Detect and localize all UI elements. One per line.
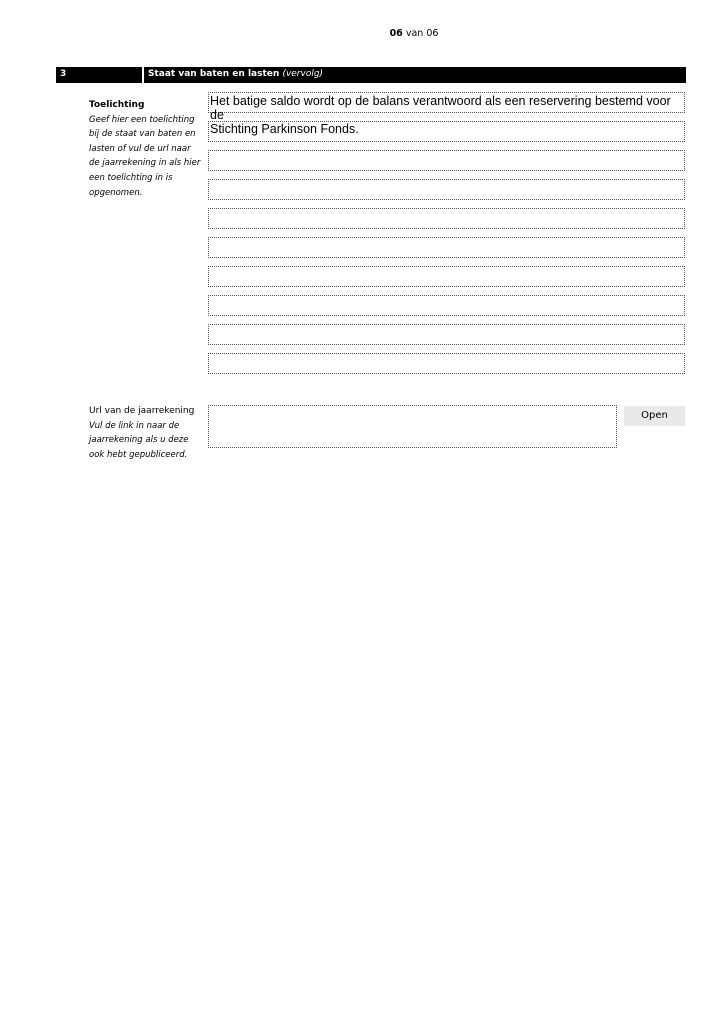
toelichting-text-line: Stichting Parkinson Fonds. <box>210 122 359 136</box>
section-divider <box>142 67 144 83</box>
url-help-line: ook hebt gepubliceerd. <box>89 449 188 460</box>
toelichting-help-line: de jaarrekening in als hier <box>89 158 201 169</box>
url-help-line: jaarrekening als u deze <box>89 435 189 446</box>
toelichting-help-line: bij de staat van baten en <box>89 129 196 140</box>
toelichting-label: Toelichting <box>89 100 145 110</box>
url-label: Url van de jaarrekening <box>89 406 195 416</box>
toelichting-line[interactable] <box>208 237 685 258</box>
section-title-text: Staat van baten en lasten <box>148 69 280 79</box>
toelichting-text[interactable] <box>210 94 686 136</box>
section-header <box>56 67 686 83</box>
toelichting-line[interactable] <box>208 295 685 316</box>
toelichting-line[interactable] <box>208 324 685 345</box>
section-title <box>148 69 323 79</box>
section-subtitle: (vervolg) <box>282 69 324 79</box>
url-label-block <box>89 404 201 462</box>
toelichting-text-line: Het batige saldo wordt op de balans verantwoord als een reservering bestemd voor de <box>210 94 671 122</box>
open-button[interactable]: Open <box>624 406 685 426</box>
toelichting-help-line: opgenomen. <box>89 187 143 198</box>
url-input[interactable] <box>208 405 617 448</box>
toelichting-line[interactable] <box>208 150 685 171</box>
toelichting-line[interactable] <box>208 208 685 229</box>
page-separator: van <box>405 28 424 39</box>
url-help-line: Vul de link in naar de <box>89 420 180 431</box>
toelichting-help-line: lasten of vul de url naar <box>89 143 191 154</box>
toelichting-line[interactable] <box>208 179 685 200</box>
toelichting-line[interactable] <box>208 353 685 374</box>
page-total: 06 <box>426 28 439 39</box>
toelichting-help-line: een toelichting in is <box>89 172 173 183</box>
page-current: 06 <box>389 28 403 39</box>
page-number <box>0 28 724 39</box>
toelichting-line[interactable] <box>208 266 685 287</box>
section-number: 3 <box>60 69 67 79</box>
toelichting-label-block <box>89 98 201 200</box>
toelichting-help-line: Geef hier een toelichting <box>89 114 195 125</box>
